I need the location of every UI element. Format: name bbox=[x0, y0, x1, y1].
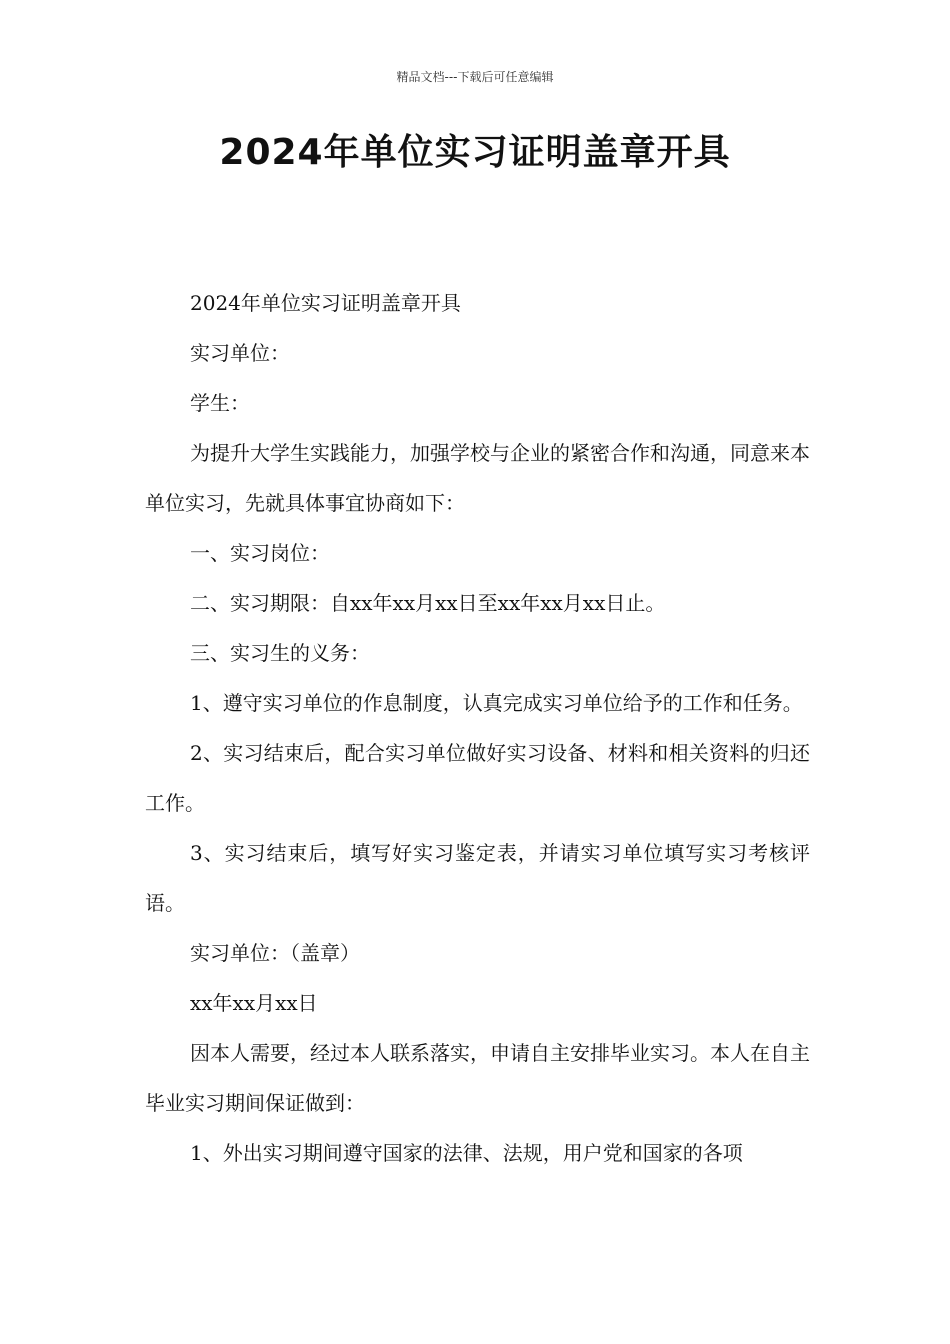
paragraph-period: 二、实习期限：自xx年xx月xx日至xx年xx月xx日止。 bbox=[190, 591, 666, 615]
paragraph-obligations-heading: 三、实习生的义务： bbox=[190, 641, 370, 665]
paragraph-self-arrangement: 因本人需要，经过本人联系落实，申请自主安排毕业实习。本人在自主毕业实习期间保证做到： bbox=[145, 1041, 810, 1115]
paragraph-intro: 为提升大学生实践能力，加强学校与企业的紧密合作和沟通，同意来本单位实习，先就具体事宜协商如下： bbox=[145, 441, 810, 515]
document-title: 2024年单位实习证明盖章开具 bbox=[219, 132, 731, 173]
paragraph-obligation-3: 3、实习结束后，填写好实习鉴定表，并请实习单位填写实习考核评语。 bbox=[145, 841, 810, 915]
paragraph-student: 学生： bbox=[190, 391, 250, 415]
paragraph-internship-unit: 实习单位： bbox=[190, 341, 290, 365]
paragraph-seal: 实习单位：（盖章） bbox=[190, 941, 360, 965]
paragraph-commitment-1: 1、外出实习期间遵守国家的法律、法规，用户党和国家的各项 bbox=[190, 1141, 743, 1165]
paragraph-obligation-2: 2、实习结束后，配合实习单位做好实习设备、材料和相关资料的归还工作。 bbox=[145, 741, 810, 815]
paragraph-subtitle: 2024年单位实习证明盖章开具 bbox=[190, 291, 461, 315]
document-body bbox=[145, 278, 810, 1178]
paragraph-date: xx年xx月xx日 bbox=[190, 991, 318, 1015]
paragraph-position: 一、实习岗位： bbox=[190, 541, 330, 565]
header-note: 精品文档---下载后可任意编辑 bbox=[396, 70, 554, 84]
paragraph-obligation-1: 1、遵守实习单位的作息制度，认真完成实习单位给予的工作和任务。 bbox=[190, 691, 803, 715]
